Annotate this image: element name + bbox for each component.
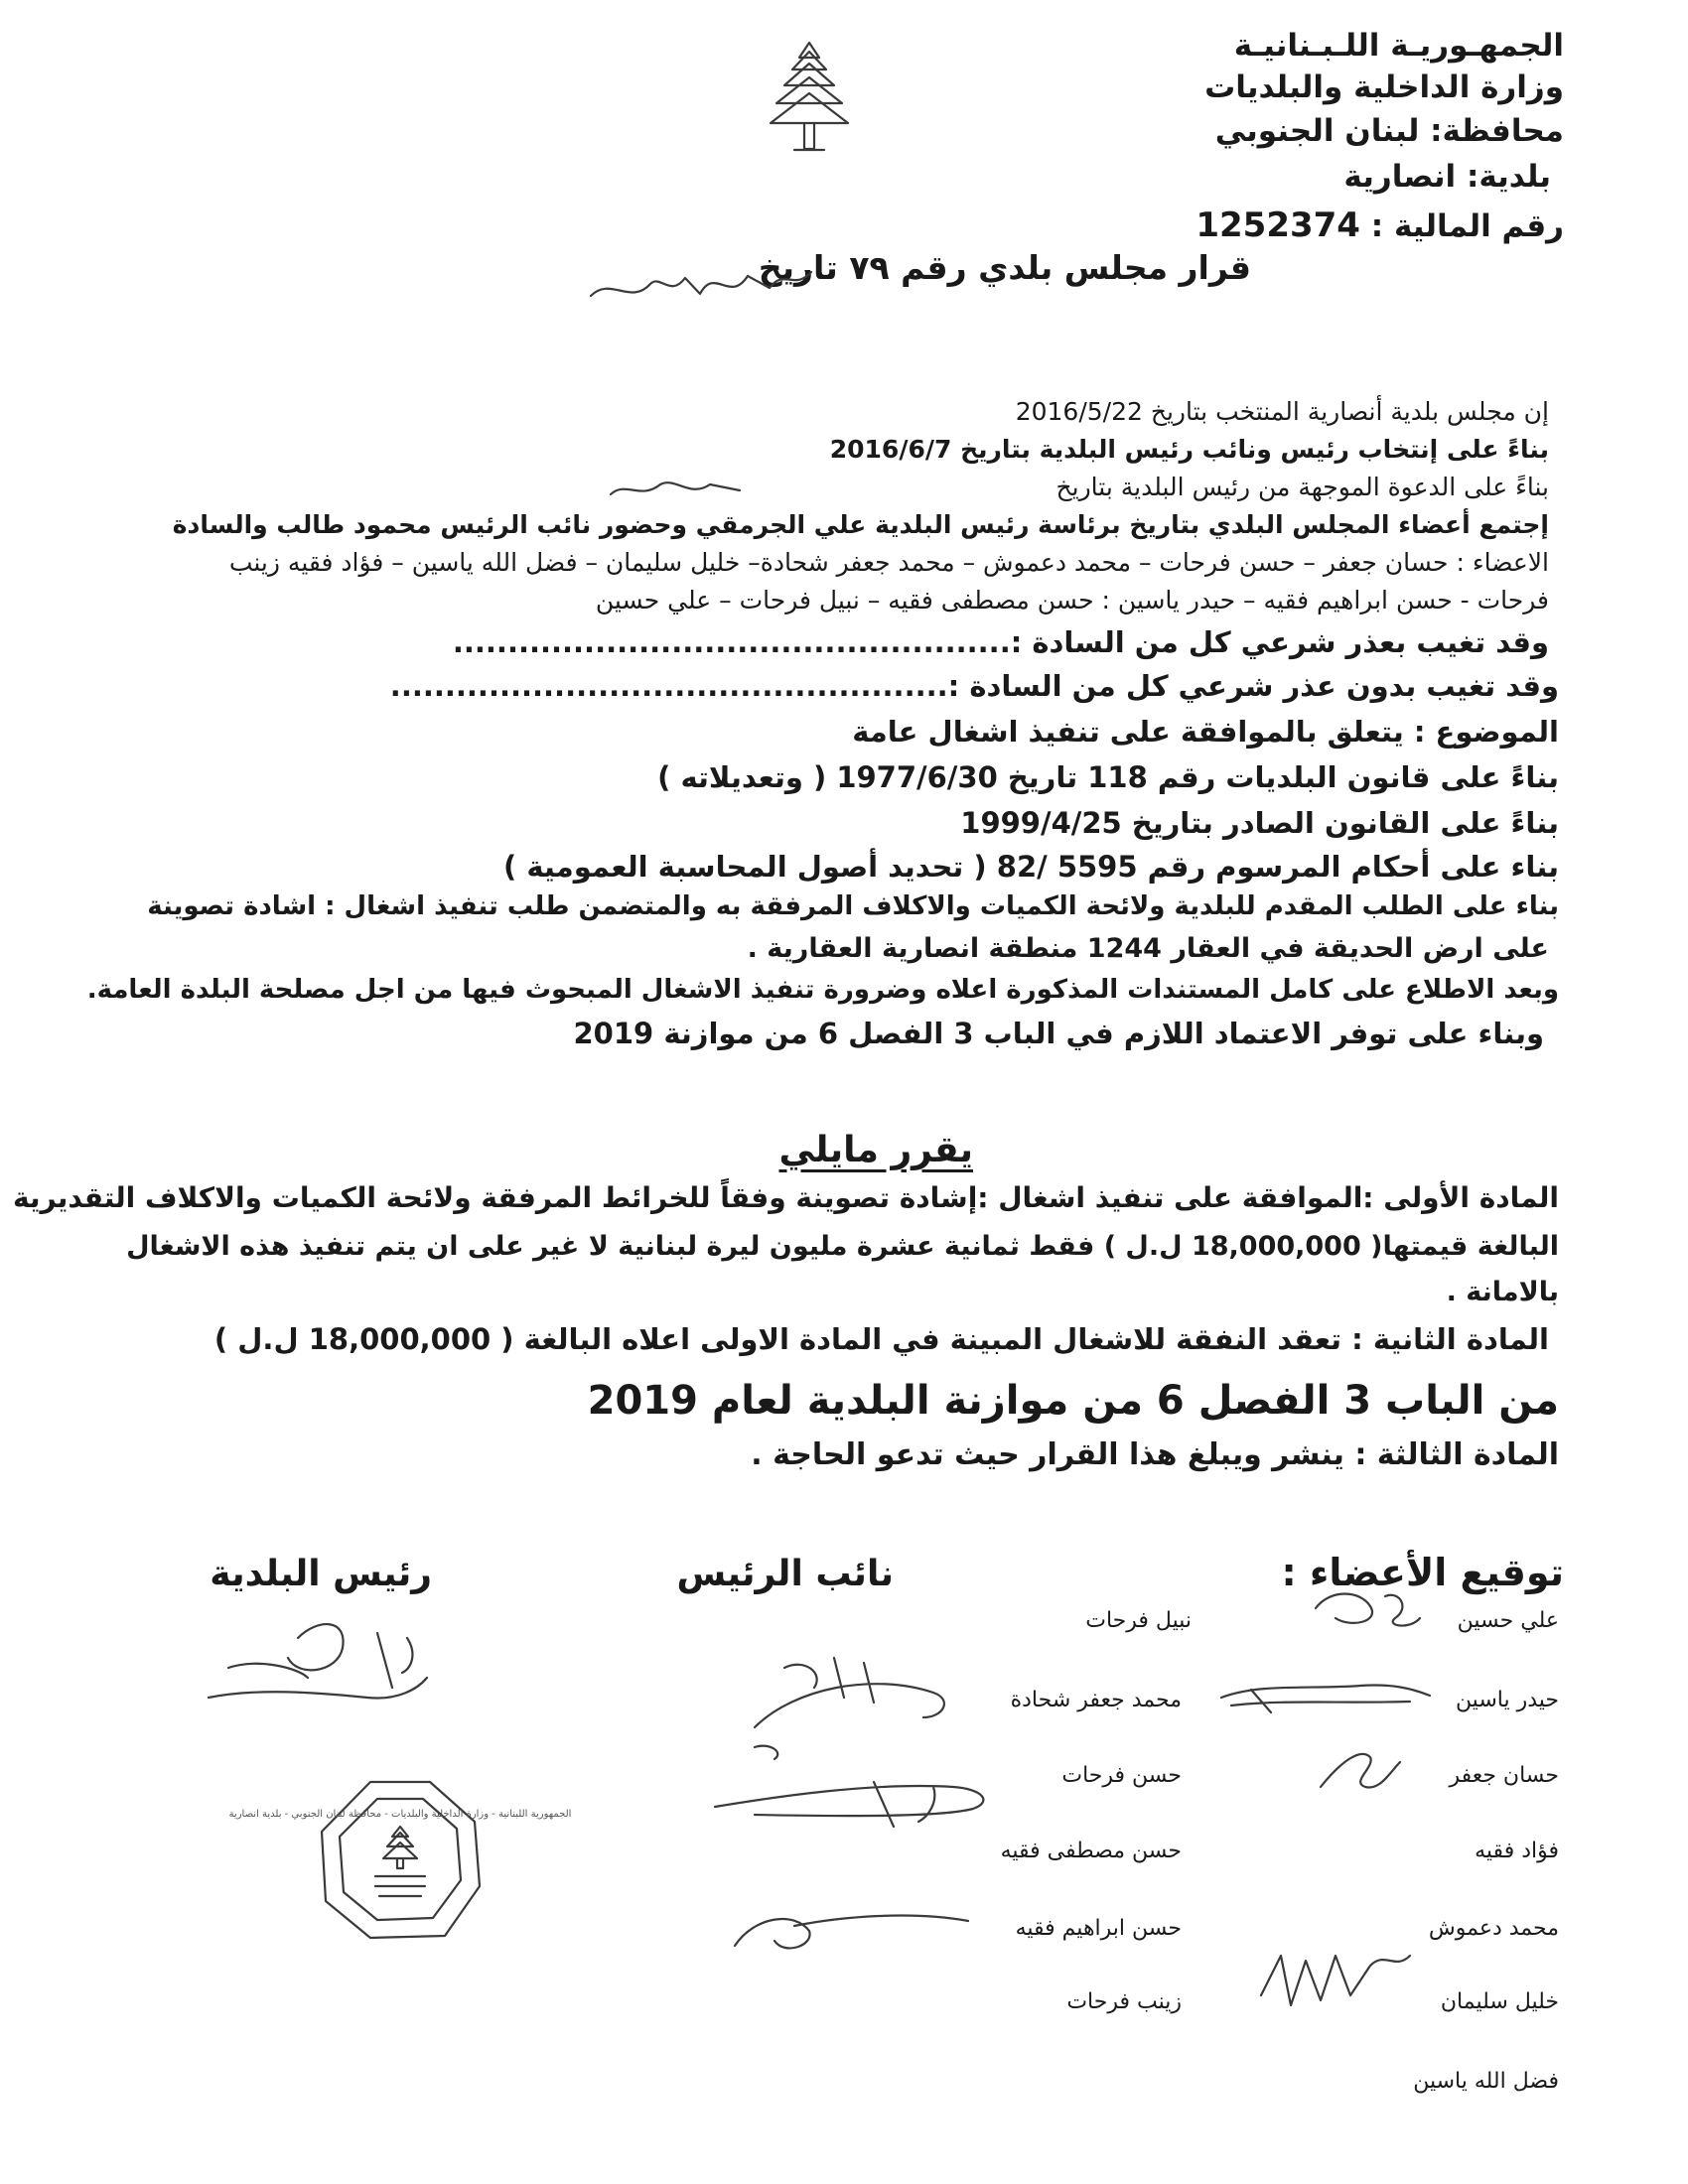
vice-president-title: نائب الرئيس [676, 1554, 894, 1594]
signature-khalil-sleiman [1261, 1956, 1410, 2005]
signature-haidar-yassine [1221, 1685, 1430, 1712]
ground-line-1: بناءً على قانون البلديات رقم 118 تاريخ 1977/6/30 ( وتعديلاته ) [657, 760, 1559, 794]
ground-line-5: على ارض الحديقة في العقار 1244 منطقة انصارية العقارية . [747, 933, 1549, 964]
member-name: محمد جعفر شحادة [1010, 1688, 1182, 1712]
member-name: حسن فرحات [1061, 1763, 1182, 1788]
preamble-line-6: فرحات - حسن ابراهيم فقيه – حيدر ياسين : حسن مصطفى فقيه – نبيل فرحات – علي حسين [595, 586, 1549, 614]
preamble-line-3: بناءً على الدعوة الموجهة من رئيس البلدية بتاريخ [1055, 473, 1549, 501]
member-name: خليل سليمان [1440, 1989, 1559, 2014]
preamble-line-1: إن مجلس بلدية أنصارية المنتخب بتاريخ 2016/5/22 [1015, 397, 1549, 426]
member-name: علي حسين [1457, 1608, 1559, 1633]
handwritten-date-scribble-2 [606, 471, 745, 506]
ministry-header: وزارة الداخلية والبلديات [1204, 69, 1564, 105]
article-2-line-2: من الباب 3 الفصل 6 من موازنة البلدية لعام 2019 [587, 1378, 1559, 1424]
signature-jaafar-chehade [755, 1658, 944, 1759]
financial-number-value: 1252374 [1196, 205, 1360, 245]
preamble-line-4: إجتمع أعضاء المجلس البلدي بتاريخ برئاسة رئيس البلدية علي الجرمقي وحضور نائب الرئيس محمود طالب والسادة [172, 510, 1549, 539]
republic-header: الجمهـوريـة اللـبـنانيـة [1233, 28, 1564, 64]
official-stamp-icon [228, 1777, 572, 1946]
preamble-line-2: بناءً على إنتخاب رئيس ونائب رئيس البلدية بتاريخ 2016/6/7 [829, 435, 1549, 464]
member-name: فؤاد فقيه [1475, 1839, 1559, 1863]
ground-line-3: بناء على أحكام المرسوم رقم 5595 /82 ( تحديد أصول المحاسبة العمومية ) [502, 850, 1559, 884]
member-name: حسن ابراهيم فقيه [1015, 1916, 1182, 1941]
decision-title: قرار مجلس بلدي رقم ٧٩ تاريخ [758, 248, 1251, 287]
financial-number [1196, 205, 1564, 245]
ground-line-2: بناءً على القانون الصادر بتاريخ 1999/4/25 [960, 806, 1559, 840]
absent-without-excuse-label: وقد تغيب بدون عذر شرعي كل من السادة : [947, 669, 1559, 703]
absent-with-excuse [453, 625, 1549, 659]
president-title: رئيس البلدية [210, 1554, 432, 1594]
handwritten-date-scribble [581, 246, 819, 316]
preamble-line-5: الاعضاء : حسان جعفر – حسن فرحات – محمد دعموش – محمد جعفر شحادة– خليل سليمان – فضل الله ياسين – فؤاد فقيه زينب [228, 548, 1549, 577]
absent-with-excuse-label: وقد تغيب بعذر شرعي كل من السادة : [1010, 625, 1549, 659]
signature-hassan-jaafar [1321, 1754, 1400, 1788]
cedar-logo-icon [765, 38, 854, 157]
member-name: حيدر ياسين [1455, 1688, 1559, 1712]
subject-line: الموضوع : يتعلق بالموافقة على تنفيذ اشغال عامة [852, 715, 1559, 749]
member-name: فضل الله ياسين [1413, 2069, 1559, 2094]
article-3-line: المادة الثالثة : ينشر ويبلغ هذا القرار حيث تدعو الحاجة . [751, 1437, 1559, 1472]
ground-line-7: وبناء على توفر الاعتماد اللازم في الباب 3 الفصل 6 من موازنة 2019 [573, 1017, 1544, 1050]
member-name: حسن مصطفى فقيه [1000, 1839, 1182, 1863]
article-2-line-1: المادة الثانية : تعقد النفقة للاشغال المبينة في المادة الاولى اعلاه البالغة ( 18,000,000 ل.ل ) [213, 1322, 1549, 1356]
ground-line-6: وبعد الاطلاع على كامل المستندات المذكورة اعلاه وضرورة تنفيذ الاشغال المبحوث فيها من اجل مصلحة البلدة العامة. [86, 975, 1559, 1005]
governorate-header: محافظة: لبنان الجنوبي [1214, 113, 1564, 149]
member-name: حسان جعفر [1449, 1763, 1559, 1788]
article-1-line-3: بالامانة . [1446, 1277, 1559, 1307]
article-1-line-1: المادة الأولى :الموافقة على تنفيذ اشغال :إشادة تصوينة وفقاً للخرائط المرفقة ولائحة الكميات والاكلاف التقديرية [12, 1181, 1559, 1214]
signature-ali-hussein [1316, 1594, 1420, 1626]
signature-drawings [0, 1578, 1688, 2095]
signature-ibrahim-faqih [735, 1916, 968, 1949]
stamp-text: الجمهورية اللبنانية - وزارة الداخلية والبلديات - محافظة لبنان الجنوبي - بلدية انصارية [228, 1809, 572, 1820]
dots-line-1: ................................................... [452, 625, 1011, 659]
member-name: محمد دعموش [1428, 1916, 1559, 1941]
member-name: زينب فرحات [1066, 1989, 1182, 2014]
dots-line-2: ................................................... [389, 669, 948, 703]
member-name: نبيل فرحات [1085, 1608, 1192, 1633]
members-signature-title: توقيع الأعضاء : [1281, 1551, 1564, 1594]
signature-hassan-farhat [715, 1782, 983, 1827]
ground-line-4: بناء على الطلب المقدم للبلدية ولائحة الكميات والاكلاف المرفقة به والمتضمن طلب تنفيذ اشغال : اشادة تصوينة [147, 891, 1559, 921]
article-1-line-2: البالغة قيمتها( 18,000,000 ل.ل ) فقط ثمانية عشرة مليون ليرة لبنانية لا غير على ان يتم تنفيذ هذه الاشغال [126, 1231, 1559, 1262]
municipality-header: بلدية: انصارية [1343, 159, 1551, 195]
financial-number-label: رقم المالية : [1370, 208, 1564, 244]
absent-without-excuse [390, 669, 1559, 703]
decides-heading: يقرر مايلي [778, 1130, 973, 1170]
signature-president [209, 1624, 427, 1698]
